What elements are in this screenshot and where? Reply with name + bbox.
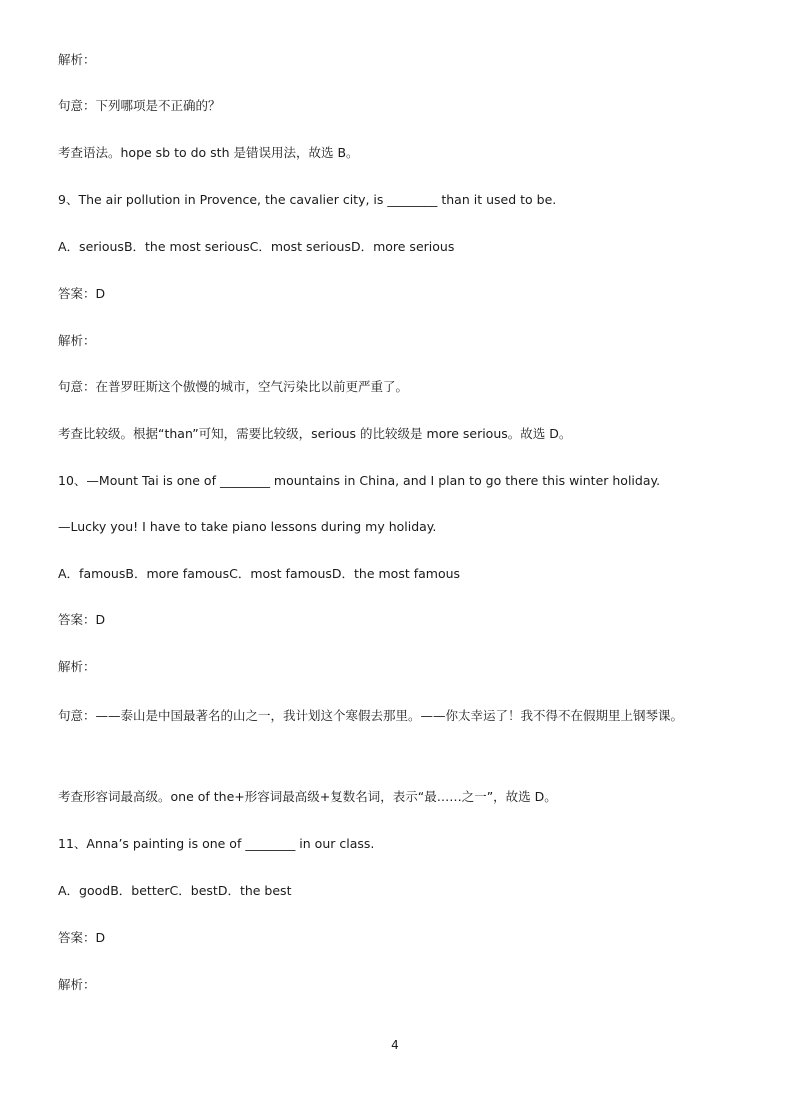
analysis-label: 解析： xyxy=(58,52,96,67)
question-11: 11、Anna’s painting is one of ________ in our class. xyxy=(58,836,375,851)
page-number: 4 xyxy=(391,1038,399,1052)
question-10-options: A．famousB．more famousC．most famousD．the most famous xyxy=(58,566,461,581)
analysis-label: 解析： xyxy=(58,659,96,674)
question-9-options: A．seriousB．the most seriousC．most seriousD．more serious xyxy=(58,239,455,254)
explanation: 考查比较级。根据“than”可知，需要比较级，serious 的比较级是 more serious。故选 D。 xyxy=(58,426,572,441)
answer-label: 答案：D xyxy=(58,930,106,945)
answer-label: 答案：D xyxy=(58,612,106,627)
sentence-meaning: 句意：在普罗旺斯这个傲慢的城市，空气污染比以前更严重了。 xyxy=(58,379,409,394)
explanation: 考查语法。hope sb to do sth 是错误用法，故选 B。 xyxy=(58,145,359,160)
sentence-meaning: 句意：下列哪项是不正确的？ xyxy=(58,98,221,113)
sentence-meaning: 句意：——泰山是中国最著名的山之一，我计划这个寒假去那里。——你太幸运了！我不得不在假期里上钢琴课。 xyxy=(58,708,684,723)
answer-label: 答案：D xyxy=(58,286,106,301)
analysis-label: 解析： xyxy=(58,977,96,992)
question-9: 9、The air pollution in Provence, the cavalier city, is ________ than it used to be. xyxy=(58,192,557,207)
explanation: 考查形容词最高级。one of the+形容词最高级+复数名词，表示“最……之一”，故选 D。 xyxy=(58,789,557,804)
analysis-label: 解析： xyxy=(58,333,96,348)
question-10-dialogue: —Lucky you! I have to take piano lessons during my holiday. xyxy=(58,519,437,534)
question-10: 10、—Mount Tai is one of ________ mountains in China, and I plan to go there this winter holiday. xyxy=(58,473,661,488)
question-11-options: A．goodB．betterC．bestD．the best xyxy=(58,883,292,898)
